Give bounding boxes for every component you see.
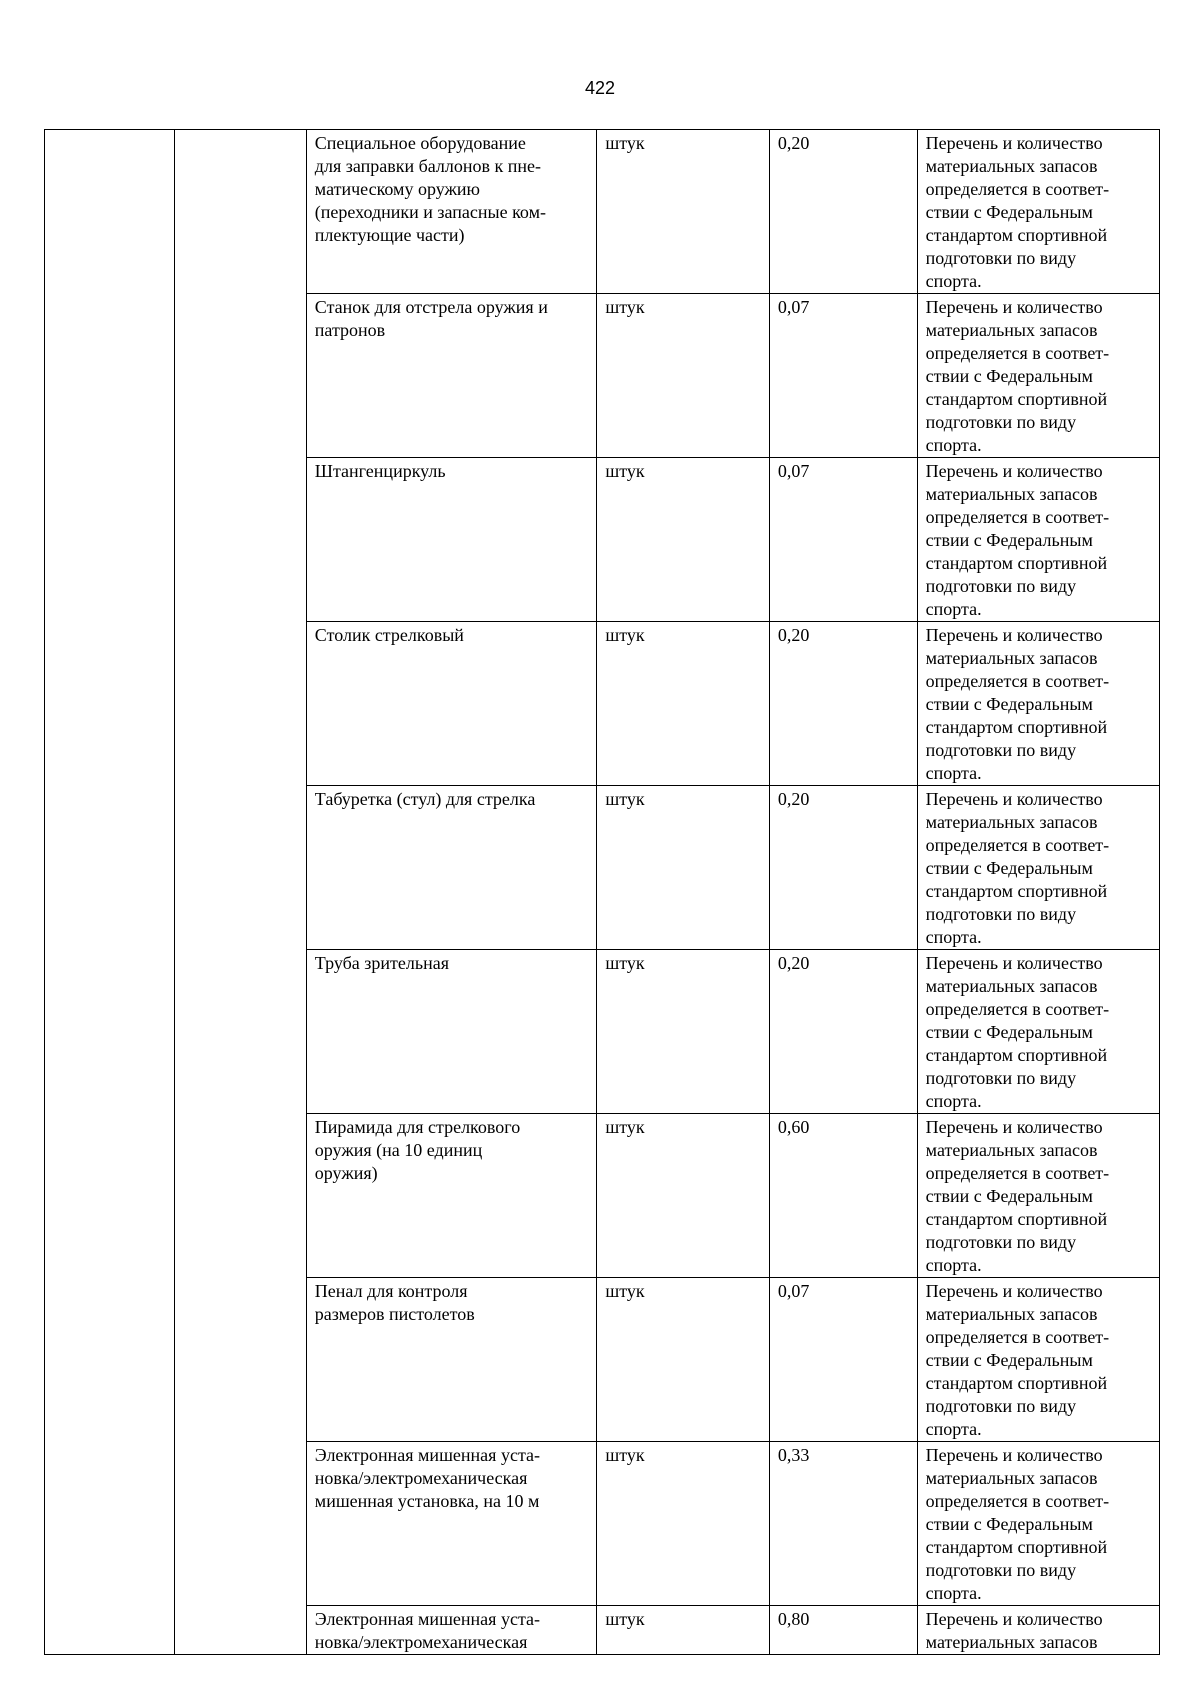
item-note: Перечень и количество материальных запасов определяется в соответ- ствии с Федеральным стандартом спортивной подготовки по виду спорта. [917, 950, 1159, 1114]
item-note: Перечень и количество материальных запасов [917, 1606, 1159, 1655]
item-name: Столик стрелковый [306, 622, 597, 786]
item-unit: штук [597, 458, 769, 622]
item-value: 0,20 [769, 130, 917, 294]
item-note: Перечень и количество материальных запасов определяется в соответ- ствии с Федеральным стандартом спортивной подготовки по виду спорта. [917, 1278, 1159, 1442]
item-name: Штангенциркуль [306, 458, 597, 622]
item-note: Перечень и количество материальных запасов определяется в соответ- ствии с Федеральным стандартом спортивной подготовки по виду спорта. [917, 1442, 1159, 1606]
item-value: 0,20 [769, 622, 917, 786]
item-value: 0,07 [769, 458, 917, 622]
merged-cell-col2 [175, 130, 306, 1655]
page-number: 422 [584, 78, 616, 98]
item-name: Пирамида для стрелкового оружия (на 10 единиц оружия) [306, 1114, 597, 1278]
item-unit: штук [597, 622, 769, 786]
item-note: Перечень и количество материальных запасов определяется в соответ- ствии с Федеральным стандартом спортивной подготовки по виду спорта. [917, 130, 1159, 294]
item-note: Перечень и количество материальных запасов определяется в соответ- ствии с Федеральным стандартом спортивной подготовки по виду спорта. [917, 458, 1159, 622]
item-note: Перечень и количество материальных запасов определяется в соответ- ствии с Федеральным стандартом спортивной подготовки по виду спорта. [917, 622, 1159, 786]
item-name: Электронная мишенная уста- новка/электромеханическая мишенная установка, на 10 м [306, 1442, 597, 1606]
item-unit: штук [597, 1278, 769, 1442]
item-note: Перечень и количество материальных запасов определяется в соответ- ствии с Федеральным стандартом спортивной подготовки по виду спорта. [917, 1114, 1159, 1278]
item-value: 0,07 [769, 294, 917, 458]
item-name: Труба зрительная [306, 950, 597, 1114]
table-row [45, 130, 1160, 294]
item-unit: штук [597, 294, 769, 458]
merged-cell-col1 [45, 130, 175, 1655]
item-value: 0,07 [769, 1278, 917, 1442]
item-unit: штук [597, 1442, 769, 1606]
item-unit: штук [597, 130, 769, 294]
item-value: 0,33 [769, 1442, 917, 1606]
item-note: Перечень и количество материальных запасов определяется в соответ- ствии с Федеральным стандартом спортивной подготовки по виду спорта. [917, 294, 1159, 458]
item-value: 0,20 [769, 950, 917, 1114]
item-name: Станок для отстрела оружия и патронов [306, 294, 597, 458]
item-note: Перечень и количество материальных запасов определяется в соответ- ствии с Федеральным стандартом спортивной подготовки по виду спорта. [917, 786, 1159, 950]
item-value: 0,80 [769, 1606, 917, 1655]
item-value: 0,60 [769, 1114, 917, 1278]
item-value: 0,20 [769, 786, 917, 950]
item-unit: штук [597, 950, 769, 1114]
item-name: Табуретка (стул) для стрелка [306, 786, 597, 950]
item-name: Специальное оборудование для заправки баллонов к пне- матическому оружию (переходники и запасные ком- плектующие части) [306, 130, 597, 294]
item-unit: штук [597, 786, 769, 950]
item-name: Электронная мишенная уста- новка/электромеханическая [306, 1606, 597, 1655]
materials-table [44, 129, 1160, 1655]
item-unit: штук [597, 1606, 769, 1655]
item-unit: штук [597, 1114, 769, 1278]
item-name: Пенал для контроля размеров пистолетов [306, 1278, 597, 1442]
